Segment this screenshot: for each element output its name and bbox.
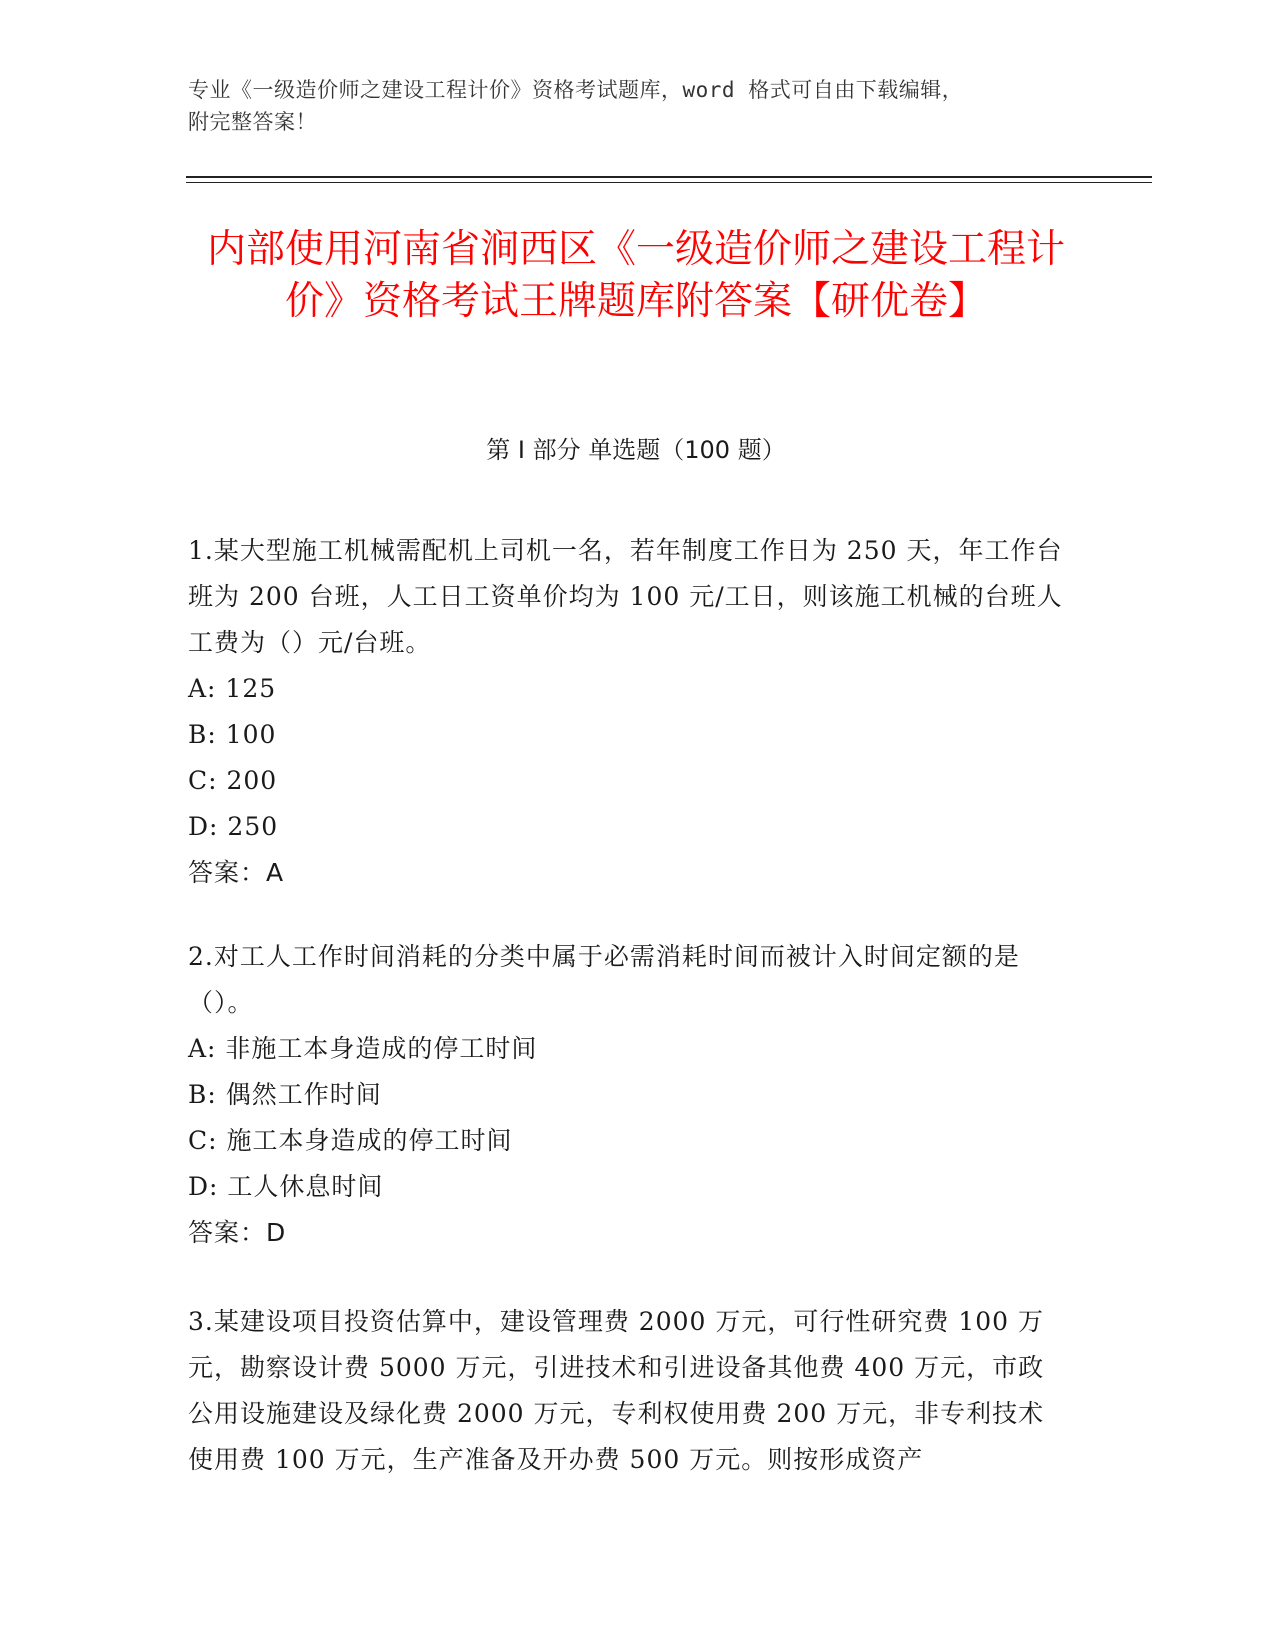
section-heading: 第 I 部分 单选题（100 题） — [486, 436, 786, 464]
question-3 — [188, 1299, 1068, 1483]
option-d: D: 工人休息时间 — [188, 1172, 384, 1201]
header-divider-thick — [186, 176, 1152, 178]
header-divider-thin — [186, 182, 1152, 183]
question-text: 3.某建设项目投资估算中，建设管理费 2000 万元，可行性研究费 100 万元，勘察设计费 5000 万元，引进技术和引进设备其他费 400 万元，市政公用设施建设及绿化费 2000 万元，专利权使用费 200 万元，非专利技术使用费 100 万元，生产准备及开办费 500 万元。则按形成资产 — [188, 1307, 1045, 1474]
option-c: C: 施工本身造成的停工时间 — [188, 1126, 513, 1155]
option-b: B: 100 — [188, 720, 277, 749]
answer: 答案：D — [188, 1218, 287, 1247]
option-a: A: 非施工本身造成的停工时间 — [188, 1034, 538, 1063]
question-1 — [188, 528, 1068, 896]
option-d: D: 250 — [188, 812, 279, 841]
question-2 — [188, 934, 1068, 1256]
question-text: 2.对工人工作时间消耗的分类中属于必需消耗时间而被计入时间定额的是（）。 — [188, 942, 1020, 1017]
option-c: C: 200 — [188, 766, 278, 795]
answer: 答案：A — [188, 858, 285, 887]
header-note-line-2: 附完整答案！ — [188, 110, 317, 134]
option-a: A: 125 — [188, 674, 277, 703]
header-note-line-1: 专业《一级造价师之建设工程计价》资格考试题库，word 格式可自由下载编辑， — [188, 78, 964, 102]
question-text: 1.某大型施工机械需配机上司机一名，若年制度工作日为 250 天，年工作台班为 200 台班，人工日工资单价均为 100 元/工日，则该施工机械的台班人工费为（）元/台班。 — [188, 536, 1063, 657]
header-note — [188, 74, 1068, 138]
option-b: B: 偶然工作时间 — [188, 1080, 382, 1109]
document-title: 内部使用河南省涧西区《一级造价师之建设工程计价》资格考试王牌题库附答案【研优卷】 — [206, 227, 1065, 324]
